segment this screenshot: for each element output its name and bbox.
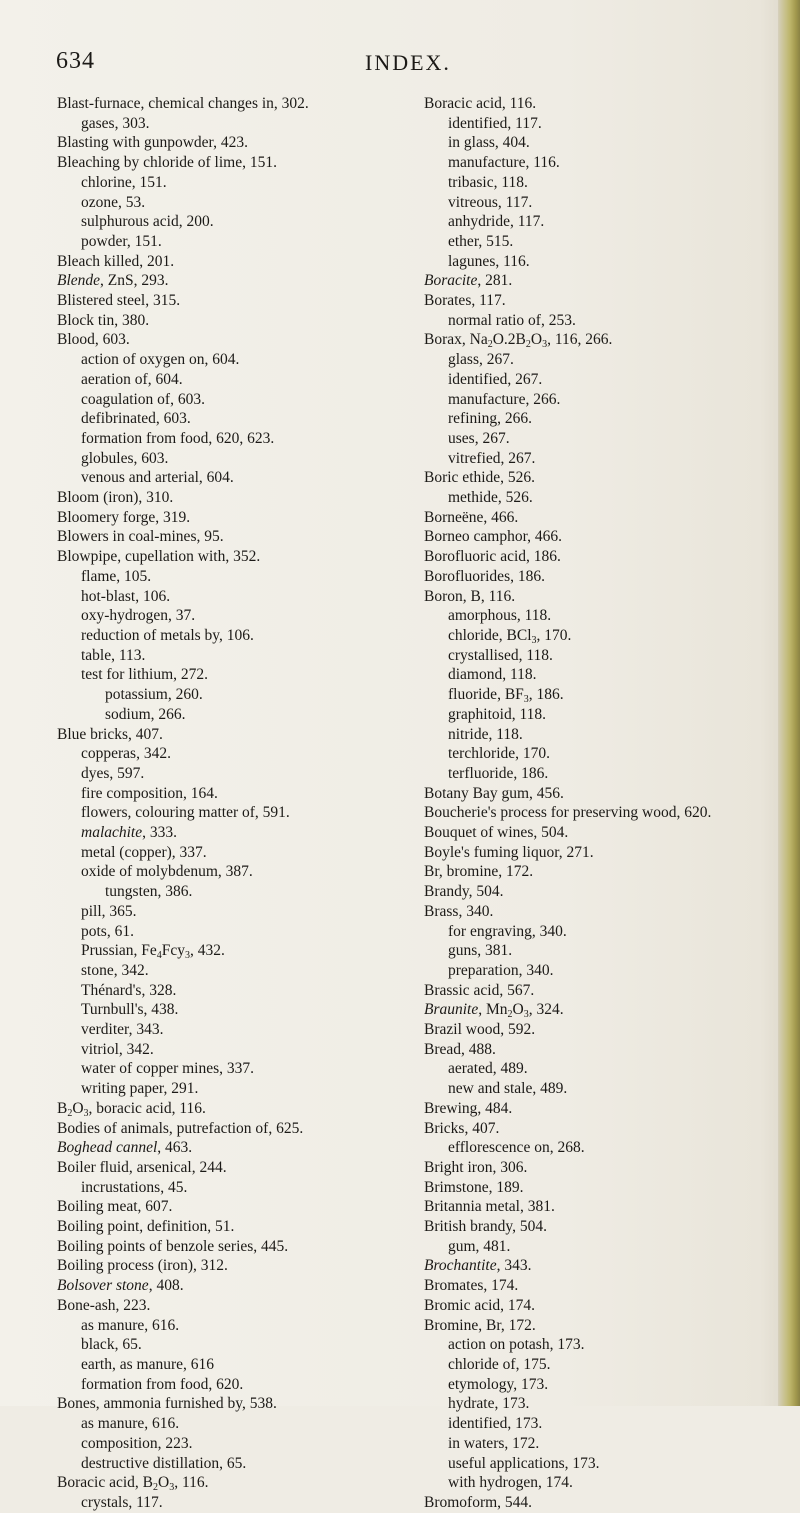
index-entry: $B_2O_3$, boracic acid, 116. [57,1099,206,1119]
index-entry: Bolsover stone, 408. [57,1277,184,1295]
index-entry: diamond, 118. [448,666,537,684]
index-entry: Brassic acid, 567. [424,981,535,999]
index-entry: Boyle's fuming liquor, 271. [424,843,594,861]
index-entry: Brass, 340. [424,902,494,920]
index-entry: tungsten, 386. [105,883,193,901]
index-entry: Bones, ammonia furnished by, 538. [57,1395,277,1413]
index-entry: Blistered steel, 315. [57,292,181,310]
index-entry: Borneëne, 466. [424,508,519,526]
index-entry: Botany Bay gum, 456. [424,784,564,802]
index-column-right [424,94,769,1513]
index-entry: Bricks, 407. [424,1119,500,1137]
index-entry: sulphurous acid, 200. [81,213,214,231]
index-entry: nitride, 118. [448,725,523,743]
index-entry: Turnbull's, 438. [81,1001,179,1019]
index-entry: formation from food, 620, 623. [81,429,275,447]
index-entry: terfluoride, 186. [448,764,549,782]
index-entry: Bromates, 174. [424,1277,519,1295]
index-entry: Blast-furnace, chemical changes in, 302. [57,95,309,112]
index-entry: useful applications, 173. [448,1454,600,1472]
page-edge [778,0,800,1406]
index-entry: Borates, 117. [424,292,506,310]
index-entry: crystals, 117. [81,1493,163,1511]
index-entry: incrustations, 45. [81,1178,188,1196]
index-entry: Bloom (iron), 310. [57,489,174,507]
index-entry: reduction of metals by, 106. [81,626,254,644]
index-entry: manufacture, 266. [448,390,561,408]
index-entry: gum, 481. [448,1237,511,1255]
index-entry: with hydrogen, 174. [448,1474,573,1492]
index-entry: fire composition, 164. [81,784,218,802]
page-header [40,48,760,78]
index-entry: preparation, 340. [448,961,554,979]
index-entry: Borax, $Na_2O.2B_2O_3$, 116, 266. [424,331,613,351]
index-entry: water of copper mines, 337. [81,1060,255,1078]
index-entry: Blowpipe, cupellation with, 352. [57,548,261,566]
index-entry: glass, 267. [448,351,514,369]
index-entry: Bread, 488. [424,1040,496,1058]
index-entry: hydrate, 173. [448,1395,530,1413]
index-entry: Brandy, 504. [424,883,504,901]
index-entry: Boracic acid, $B_2O_3$, 116. [57,1474,209,1494]
index-entry: Blende, ZnS, 293. [57,272,169,290]
index-column-left [57,94,387,1513]
index-entry: efflorescence on, 268. [448,1139,585,1157]
index-entry: Borofluoric acid, 186. [424,548,561,566]
index-entry: metal (copper), 337. [81,843,207,861]
index-entry: in waters, 172. [448,1434,540,1452]
index-entry: Boiling points of benzole series, 445. [57,1237,289,1255]
index-entry: coagulation of, 603. [81,390,205,408]
index-entry: Boiler fluid, arsenical, 244. [57,1158,227,1176]
index-entry: identified, 267. [448,370,543,388]
index-entry: Bright iron, 306. [424,1158,528,1176]
index-entry: flame, 105. [81,567,152,585]
index-entry: lagunes, 116. [448,252,530,270]
index-entry: Borofluorides, 186. [424,567,545,585]
index-entry: black, 65. [81,1336,142,1354]
index-entry: Boiling meat, 607. [57,1198,173,1216]
index-entry: vitrefied, 267. [448,449,536,467]
index-entry: Bromic acid, 174. [424,1296,536,1314]
index-entry: Boiling point, definition, 51. [57,1218,235,1236]
index-entry: chloride of, 175. [448,1356,551,1373]
index-entry: chlorine, 151. [81,173,167,191]
index-entry: hot-blast, 106. [81,587,171,605]
index-entry: pots, 61. [81,922,134,940]
index-entry: identified, 173. [448,1415,543,1433]
index-entry: Brazil wood, 592. [424,1021,536,1039]
index-entry: British brandy, 504. [424,1218,547,1236]
index-entry: Block tin, 380. [57,311,150,329]
index-entry: defibrinated, 603. [81,410,191,428]
index-entry: Brewing, 484. [424,1099,513,1117]
index-entry: Bouquet of wines, 504. [424,824,569,842]
index-entry: venous and arterial, 604. [81,469,234,487]
index-entry: stone, 342. [81,961,149,979]
index-entry: Blue bricks, 407. [57,725,163,743]
index-entry: manufacture, 116. [448,154,560,172]
index-entry: Thénard's, 328. [81,981,177,999]
index-entry: copperas, 342. [81,745,171,763]
index-entry: vitriol, 342. [81,1040,154,1058]
index-entry: fluoride, $BF_3$, 186. [448,686,564,706]
index-entry: Bleaching by chloride of lime, 151. [57,154,277,172]
index-entry: Boiling process (iron), 312. [57,1257,228,1275]
index-entry: powder, 151. [81,232,162,250]
index-entry: Boucherie's process for preserving wood, 620. [424,804,712,822]
index-entry: aeration of, 604. [81,370,183,388]
index-entry: Bromoform, 544. [424,1493,533,1511]
index-entry: Prussian, $Fe_4Fcy_3$, 432. [81,942,225,962]
index-entry: verditer, 343. [81,1021,164,1039]
index-entry: destructive distillation, 65. [81,1454,247,1472]
index-entry: ozone, 53. [81,193,146,211]
index-entry: table, 113. [81,646,146,664]
index-entry: Bodies of animals, putrefaction of, 625. [57,1119,304,1137]
index-entry: Brochantite, 343. [424,1257,532,1275]
index-entry: for engraving, 340. [448,922,567,940]
index-entry: Brimstone, 189. [424,1178,524,1196]
index-entry: Bloomery forge, 319. [57,508,191,526]
index-entry: writing paper, 291. [81,1080,199,1098]
index-entry: as manure, 616. [81,1316,180,1334]
index-entry: Br, bromine, 172. [424,863,534,881]
index-entry: sodium, 266. [105,705,186,723]
index-entry: Boron, B, 116. [424,587,516,605]
index-entry: Boghead cannel, 463. [57,1139,193,1157]
index-entry: methide, 526. [448,489,533,507]
index-entry: earth, as manure, 616 [81,1356,214,1373]
index-entry: Bone-ash, 223. [57,1296,151,1314]
index-entry: new and stale, 489. [448,1080,568,1098]
index-entry: anhydride, 117. [448,213,545,231]
index-entry: chloride, BCl$_3$, 170. [448,626,572,646]
index-entry: aerated, 489. [448,1060,528,1078]
index-entry: action of oxygen on, 604. [81,351,240,369]
index-entry: Blood, 603. [57,331,130,349]
index-entry: test for lithium, 272. [81,666,209,684]
index-entry: uses, 267. [448,429,510,447]
index-entry: graphitoid, 118. [448,705,547,723]
index-entry: ether, 515. [448,232,514,250]
index-entry: gases, 303. [81,114,150,132]
index-entry: dyes, 597. [81,764,145,782]
index-entry: Braunite, $Mn_2O_3$, 324. [424,1001,564,1021]
index-entry: etymology, 173. [448,1375,549,1393]
index-entry: flowers, colouring matter of, 591. [81,804,290,822]
index-entry: pill, 365. [81,902,137,920]
index-entry: tribasic, 118. [448,173,528,191]
index-entry: Boracic acid, 116. [424,95,537,112]
index-entry: in glass, 404. [448,134,530,152]
index-entry: oxy-hydrogen, 37. [81,607,196,625]
index-entry: terchloride, 170. [448,745,551,763]
index-entry: identified, 117. [448,114,542,132]
index-entry: normal ratio of, 253. [448,311,576,329]
index-entry: formation from food, 620. [81,1375,244,1393]
index-entry: crystallised, 118. [448,646,553,664]
index-entry: Blowers in coal-mines, 95. [57,528,224,546]
index-entry: vitreous, 117. [448,193,533,211]
index-entry: as manure, 616. [81,1415,180,1433]
index-entry: Britannia metal, 381. [424,1198,555,1216]
index-entry: action on potash, 173. [448,1336,585,1354]
running-title: INDEX. [365,50,451,75]
index-entry: Blasting with gunpowder, 423. [57,134,248,152]
page-number: 634 [56,48,95,74]
index-entry: Bleach killed, 201. [57,252,175,270]
index-entry: guns, 381. [448,942,513,960]
index-entry: oxide of molybdenum, 387. [81,863,253,881]
index-entry: Borneo camphor, 466. [424,528,562,546]
index-entry: composition, 223. [81,1434,193,1452]
index-entry: malachite, 333. [81,824,177,842]
index-entry: globules, 603. [81,449,169,467]
index-entry: refining, 266. [448,410,532,428]
index-entry: potassium, 260. [105,686,203,704]
index-entry: Boracite, 281. [424,272,513,290]
index-entry: amorphous, 118. [448,607,552,625]
index-entry: Bromine, Br, 172. [424,1316,536,1334]
index-entry: Boric ethide, 526. [424,469,536,487]
